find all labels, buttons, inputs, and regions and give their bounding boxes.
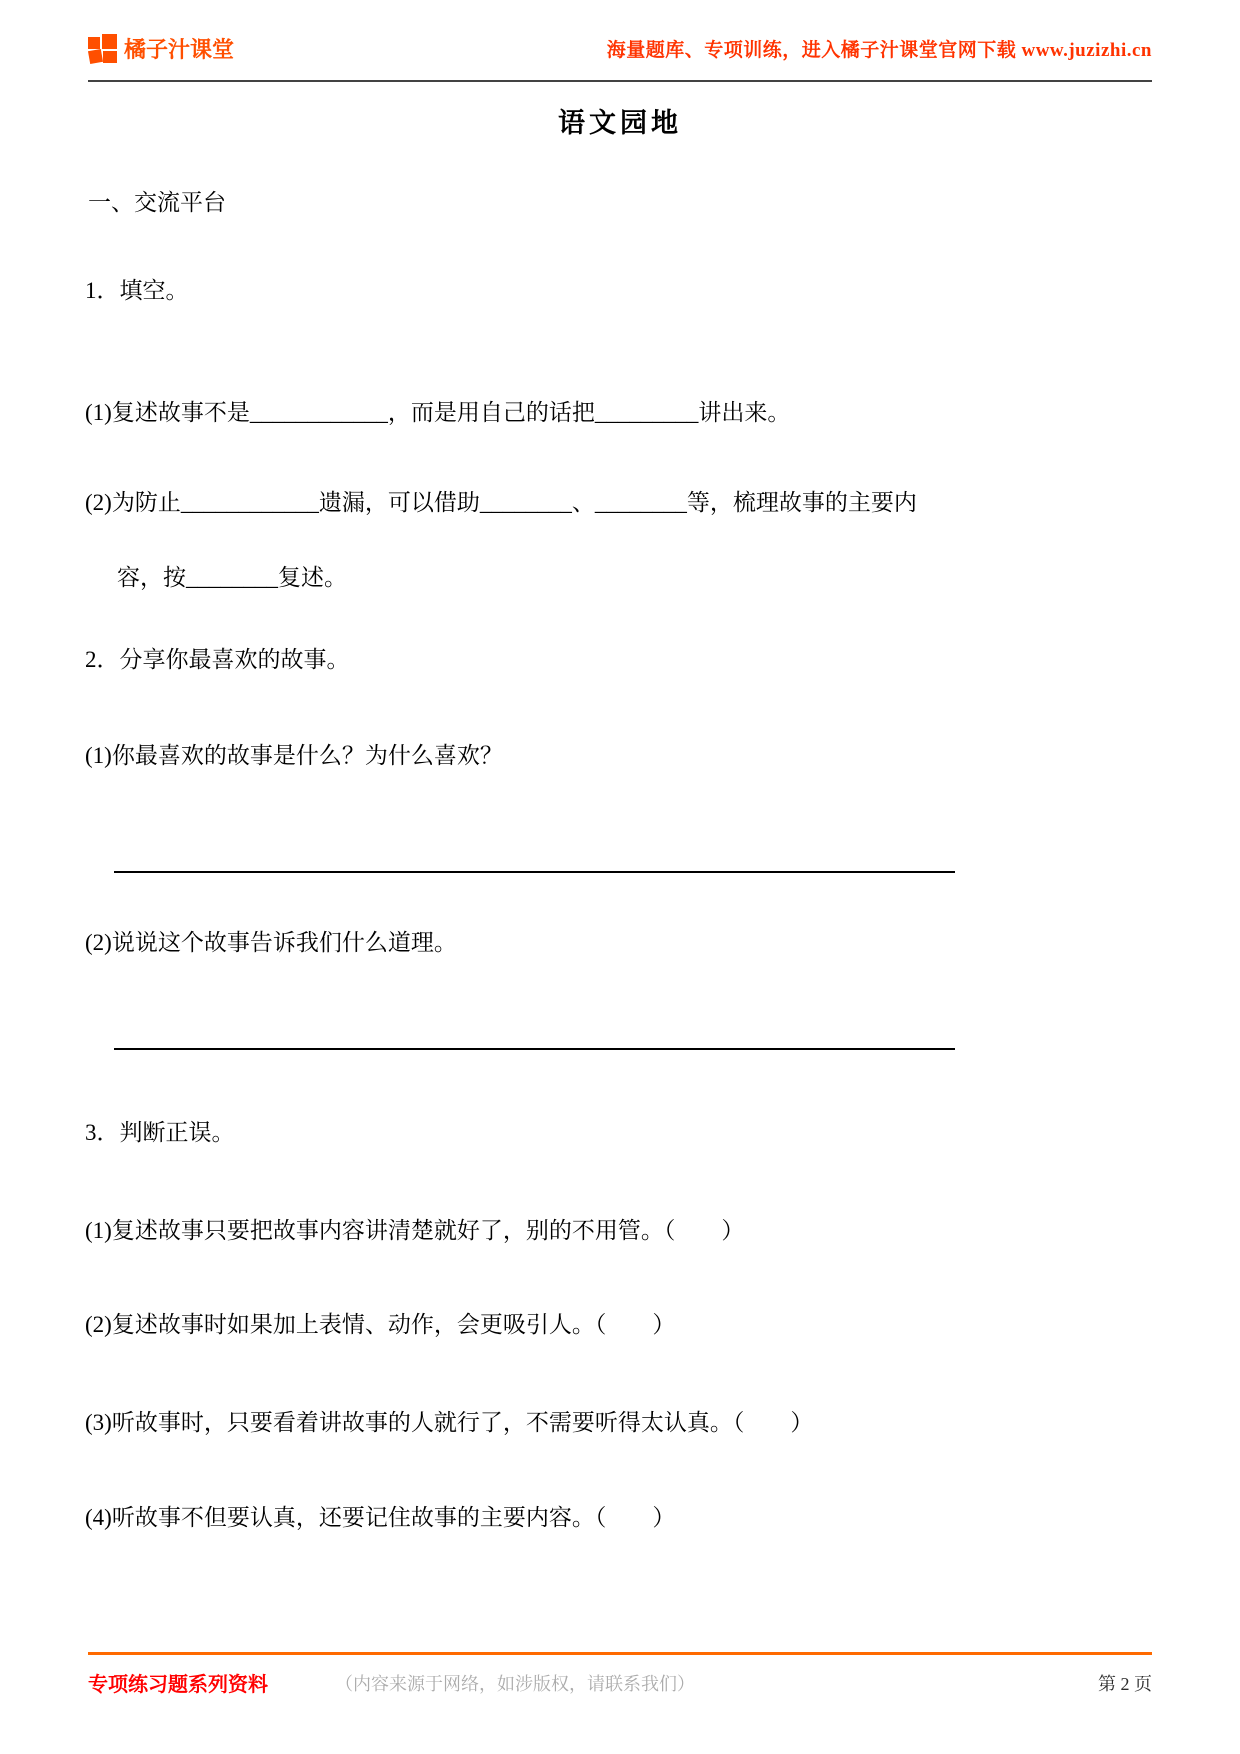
question-3-heading: 3．判断正误。 xyxy=(85,1120,235,1145)
logo-text: 橘子汁课堂 xyxy=(124,37,235,62)
question-3-item: (3)听故事时，只要看着讲故事的人就行了，不需要听得太认真。（ ） xyxy=(85,1410,814,1435)
juzizhi-logo xyxy=(88,33,234,64)
page-footer xyxy=(88,1668,1152,1694)
page-title: 语文园地 xyxy=(558,108,682,138)
question-3-item: (1)复述故事只要把故事内容讲清楚就好了，别的不用管。（ ） xyxy=(85,1218,745,1243)
question-1-item-2-line-2: 容，按________复述。 xyxy=(117,565,347,590)
question-3-item: (4)听故事不但要认真，还要记住故事的主要内容。（ ） xyxy=(85,1505,676,1530)
section-heading: 一、交流平台 xyxy=(88,190,226,215)
question-1-heading: 1．填空。 xyxy=(85,278,189,303)
footer-series-label: 专项练习题系列资料 xyxy=(88,1674,268,1696)
question-2-item-2: (2)说说这个故事告诉我们什么道理。 xyxy=(85,930,457,955)
footer-divider xyxy=(88,1652,1152,1655)
question-1-item-1: (1)复述故事不是____________，而是用自己的话把_________讲出来。 xyxy=(85,400,791,425)
question-2-heading: 2．分享你最喜欢的故事。 xyxy=(85,647,350,672)
question-2-item-1: (1)你最喜欢的故事是什么？为什么喜欢？ xyxy=(85,743,503,768)
answer-line xyxy=(114,871,955,873)
header-divider xyxy=(88,80,1152,82)
footer-disclaimer: （内容来源于网络，如涉版权，请联系我们） xyxy=(335,1674,695,1694)
juzizhi-logo-icon xyxy=(88,34,118,64)
question-3-item: (2)复述故事时如果加上表情、动作，会更吸引人。（ ） xyxy=(85,1312,676,1337)
page-header xyxy=(88,33,1152,64)
header-promo-text: 海量题库、专项训练，进入橘子汁课堂官网下载 www.juzizhi.cn xyxy=(606,40,1152,61)
question-1-item-2-line-1: (2)为防止____________遗漏，可以借助________、________等，梳理故事的主要内 xyxy=(85,490,917,515)
footer-page-number: 第 2 页 xyxy=(1098,1674,1152,1694)
answer-line xyxy=(114,1048,955,1050)
